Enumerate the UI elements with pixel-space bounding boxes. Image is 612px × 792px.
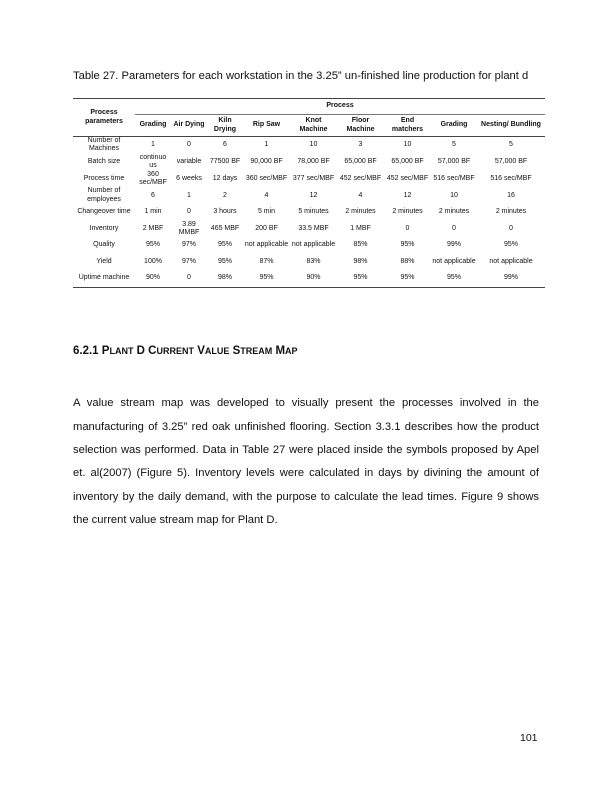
- table-row: [73, 187, 545, 204]
- table-cell: 2: [223, 191, 227, 199]
- table-cell: 6: [207, 137, 243, 154]
- table-cell: 516 sec/MBF: [490, 174, 532, 182]
- table-cell: 98%: [353, 257, 368, 265]
- table-cell: 97%: [181, 257, 196, 265]
- table-cell: 95%: [431, 270, 477, 287]
- row-label: Uptime machine: [73, 270, 135, 287]
- row-label: Number of employees: [87, 187, 121, 203]
- row-label: Batch size: [87, 158, 121, 166]
- table-cell: 6: [151, 191, 155, 199]
- table-cell: 2 minutes: [345, 208, 376, 216]
- table-row: [73, 221, 545, 238]
- column-header: Grading: [139, 121, 167, 129]
- row-label: Yield: [96, 257, 112, 265]
- table-cell: 95%: [337, 270, 384, 287]
- table-row: [73, 154, 545, 171]
- table-cell: 16: [507, 191, 515, 199]
- table-cell: variable: [176, 158, 202, 166]
- table-cell: 95%: [145, 241, 160, 249]
- column-header: End matchers: [391, 117, 424, 133]
- table-row: [73, 204, 545, 220]
- table-cell: 90%: [135, 270, 171, 287]
- title-rest: AP: [285, 346, 298, 356]
- column-header: Knot Machine: [299, 117, 328, 133]
- table-cell: not applicable: [432, 257, 476, 265]
- table-cell: 10: [384, 137, 431, 154]
- table-caption: Table 27. Parameters for each workstation in the 3.25” un-finished line production for plant d: [73, 70, 529, 82]
- table-cell: 2 minutes: [438, 208, 470, 216]
- table-cell: 5 minutes: [298, 208, 329, 216]
- parameters-table: [73, 98, 545, 288]
- section-title: [102, 345, 298, 357]
- table-cell: 95%: [503, 241, 518, 249]
- title-initial: C: [148, 345, 157, 357]
- table-cell: 88%: [400, 257, 415, 265]
- title-rest: TREAM: [240, 346, 273, 356]
- table-cell: 0: [171, 270, 207, 287]
- section-heading: [73, 345, 298, 357]
- table-cell: continuo us: [139, 153, 167, 170]
- row-label: Inventory: [89, 224, 119, 232]
- table-cell: not applicable: [291, 241, 336, 249]
- table-cell: 0: [509, 224, 513, 232]
- table-cell: 65,000 BF: [391, 158, 424, 166]
- table-cell: 77500 BF: [209, 158, 241, 166]
- table-cell: 0: [452, 224, 456, 232]
- table-cell: 0: [405, 224, 410, 232]
- column-header: Nesting/ Bundling: [481, 121, 541, 129]
- row-label: Quality: [93, 241, 115, 249]
- row-label: Number of Machines: [73, 137, 135, 154]
- table-cell: 85%: [353, 241, 368, 249]
- title-initial: M: [275, 345, 286, 357]
- table-cell: 3 hours: [213, 208, 237, 216]
- table-row: [73, 137, 545, 154]
- table-cell: 33.5 MBF: [298, 224, 329, 232]
- table-cell: 12: [309, 191, 318, 199]
- title-rest: ALUE: [204, 346, 230, 356]
- table-cell: 1 MBF: [350, 224, 371, 232]
- title-rest: LANT: [109, 346, 134, 356]
- table-cell: 4: [358, 191, 363, 199]
- table-cell: 65,000 BF: [344, 158, 377, 166]
- table-cell: 200 BF: [255, 224, 278, 232]
- table-cell: 0: [187, 208, 191, 216]
- table-cell: 99%: [477, 270, 545, 287]
- table-cell: 95%: [384, 270, 431, 287]
- table-cell: 99%: [446, 241, 461, 249]
- table-cell: 12 days: [212, 174, 238, 182]
- process-group-header: Process: [135, 99, 545, 115]
- table-cell: 2 minutes: [495, 208, 527, 216]
- table-cell: 465 MBF: [210, 224, 240, 232]
- table-row: [73, 237, 545, 253]
- column-header: Rip Saw: [252, 121, 281, 129]
- table-cell: 1 min: [144, 208, 162, 216]
- column-header: Floor Machine: [346, 117, 375, 133]
- title-initial: P: [101, 345, 110, 357]
- table-cell: 452 sec/MBF: [386, 174, 429, 182]
- column-header: Kiln Drying: [213, 117, 237, 133]
- table-cell: 95%: [243, 270, 290, 287]
- column-header: Grading: [440, 121, 468, 129]
- table-cell: 5: [431, 137, 477, 154]
- table-cell: 95%: [400, 241, 415, 249]
- title-initial: S: [232, 345, 241, 357]
- table-cell: 1: [135, 137, 171, 154]
- table-cell: 452 sec/MBF: [339, 174, 382, 182]
- table-cell: 0: [171, 137, 207, 154]
- table-cell: 10: [290, 137, 337, 154]
- title-initial: D: [136, 345, 145, 357]
- table-cell: 2 MBF: [142, 224, 164, 232]
- table-row: [73, 254, 545, 270]
- table-cell: 57,000 BF: [494, 158, 528, 166]
- table-cell: 5 min: [257, 208, 276, 216]
- table-cell: 87%: [259, 257, 274, 265]
- table-cell: not applicable: [489, 257, 533, 265]
- row-label: Process time: [83, 174, 125, 182]
- table-cell: 100%: [144, 257, 162, 265]
- table-cell: 95%: [217, 257, 232, 265]
- table-cell: 6 weeks: [176, 174, 202, 182]
- table-cell: 1: [243, 137, 290, 154]
- table-cell: 377 sec/MBF: [292, 174, 335, 182]
- table-cell: 10: [450, 191, 458, 199]
- table-cell: 90%: [290, 270, 337, 287]
- table-cell: 516 sec/MBF: [433, 174, 475, 182]
- table-cell: 3.89 MMBF: [178, 220, 200, 237]
- table-cell: 83%: [306, 257, 321, 265]
- table-cell: 57,000 BF: [437, 158, 471, 166]
- table-cell: 12: [403, 191, 412, 199]
- table-cell: 97%: [181, 241, 196, 249]
- body-paragraph: A value stream map was developed to visually present the processes involved in the manufacturing of 3.25” red oak unfinished flooring. Section 3.3.1 describes how the product selection was performed. Data in Table 27 were placed inside the symbols proposed by Apel et. al(2007) (Figure 5). Inventory levels were calculated in days by divining the amount of inventory by the daily demand, with the purpose to calculate the lead times. Figure 9 shows the current value stream map for Plant D.: [73, 397, 539, 527]
- table-cell: 360 sec/MBF: [245, 174, 288, 182]
- title-rest: URRENT: [156, 346, 194, 356]
- table-cell: 78,000 BF: [297, 158, 330, 166]
- table-cell: 2 minutes: [392, 208, 423, 216]
- table-cell: 4: [264, 191, 269, 199]
- row-label: Changeover time: [77, 208, 131, 216]
- page-number: 101: [520, 732, 538, 744]
- process-parameters-header: Process parameters: [73, 99, 135, 137]
- table-cell: 5: [477, 137, 545, 154]
- table-row: [73, 270, 545, 287]
- section-number: 6.2.1: [73, 345, 99, 357]
- table-cell: 1: [187, 191, 191, 199]
- table-row: [73, 171, 545, 188]
- table-cell: 90,000 BF: [250, 158, 283, 166]
- table-cell: 360 sec/MBF: [139, 170, 167, 187]
- table-cell: 95%: [217, 241, 232, 249]
- table-cell: not applicable: [244, 241, 289, 249]
- table-cell: 3: [337, 137, 384, 154]
- title-initial: V: [197, 345, 205, 357]
- column-header: Air Dying: [173, 121, 205, 129]
- table-cell: 98%: [207, 270, 243, 287]
